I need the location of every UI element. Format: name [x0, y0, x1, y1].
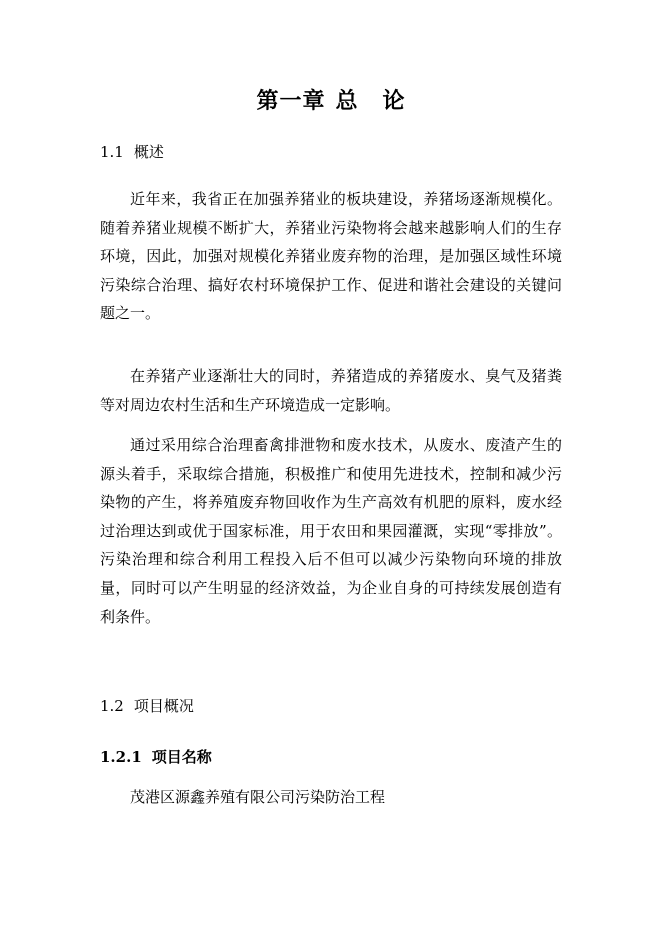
section-title: 项目概况: [133, 697, 194, 715]
chapter-title: [0, 84, 662, 115]
chapter-title-part1: 第一章: [256, 88, 326, 114]
chapter-title-part2: 总: [335, 88, 359, 114]
section-number: 1.2: [100, 697, 124, 715]
project-name: 茂港区源鑫养殖有限公司污染防治工程: [130, 788, 386, 806]
subsection-number: 1.2.1: [100, 748, 142, 766]
subsection-title: 项目名称: [151, 748, 212, 766]
subsection-heading-1-2-1: [100, 746, 212, 767]
section-title: 概述: [133, 143, 164, 161]
section-heading-1-1: [100, 141, 164, 162]
paragraph-1: 近年来，我省正在加强养猪业的板块建设，养猪场逐渐规模化。随着养猪业规模不断扩大，养猪业污染物将会越来越影响人们的生存环境，因此，加强对规模化养猪业废弃物的治理，是加强区域性环境污染综合治理、搞好农村环境保护工作、促进和谐社会建设的关键问题之一。: [100, 190, 562, 323]
section-number: 1.1: [100, 143, 124, 161]
section-heading-1-2: [100, 695, 194, 716]
chapter-title-part3: 论: [382, 88, 406, 114]
paragraph-3: 通过采用综合治理畜禽排泄物和废水技术，从废水、废渣产生的源头着手，采取综合措施，积极推广和使用先进技术，控制和减少污染物的产生，将养殖废弃物回收作为生产高效有机肥的原料，废水经过治理达到或优于国家标准，用于农田和果园灌溉，实现“零排放”。污染治理和综合利用工程投入后不但可以减少污染物向环境的排放量，同时可以产生明显的经济效益，为企业自身的可持续发展创造有利条件。: [100, 436, 562, 626]
paragraph-2: 在养猪产业逐渐壮大的同时，养猪造成的养猪废水、臭气及猪粪等对周边农村生活和生产环境造成一定影响。: [100, 367, 562, 414]
